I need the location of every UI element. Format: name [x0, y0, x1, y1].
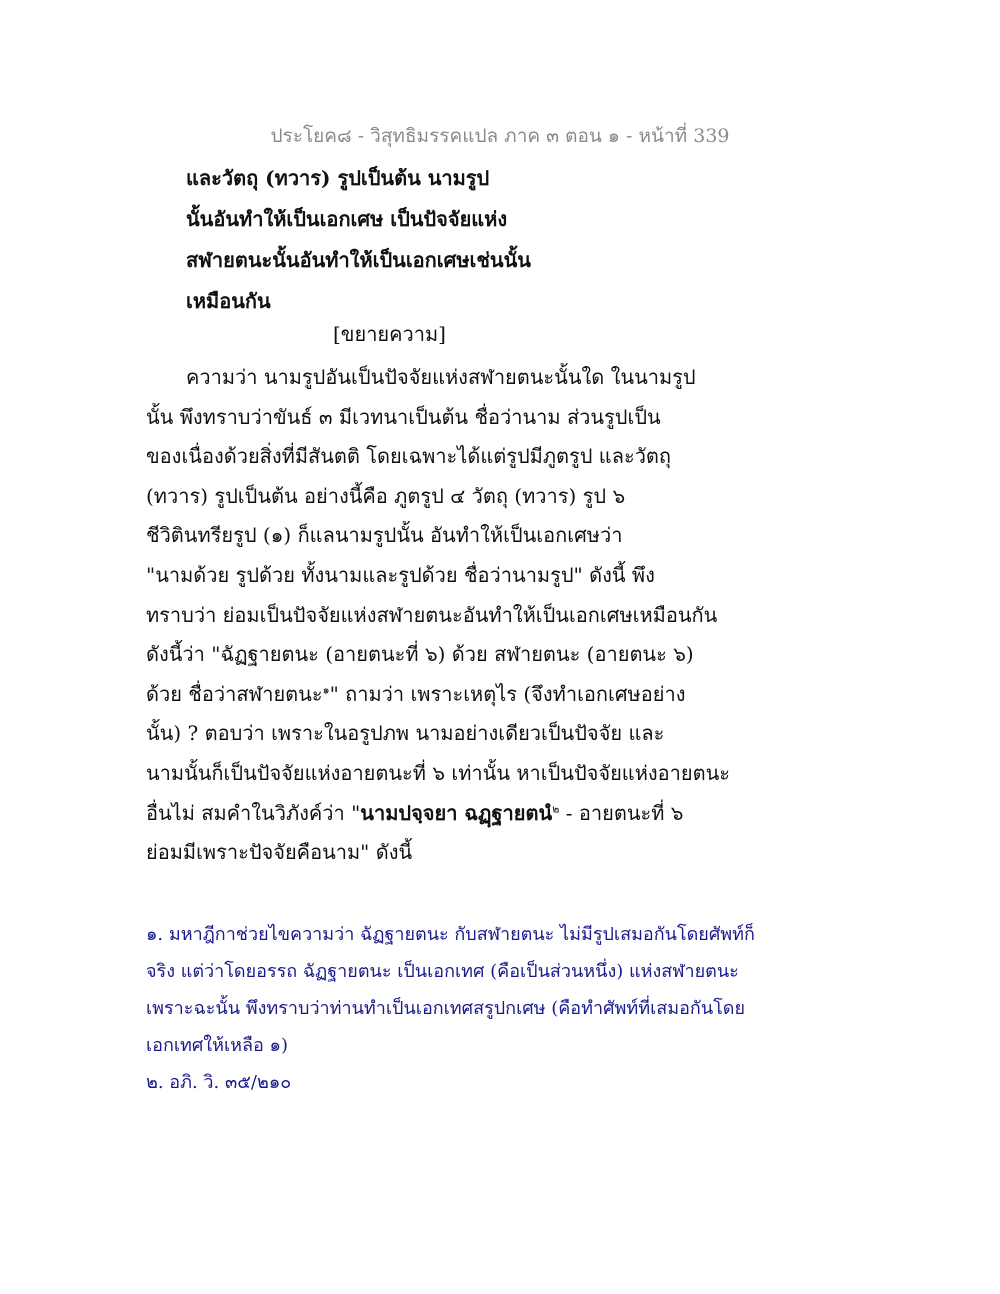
- body-line: ความว่า นามรูปอันเป็นปัจจัยแห่งสฬายตนะนั้นใด ในนามรูป: [186, 365, 696, 389]
- footnote-line: เพราะฉะนั้น พึงทราบว่าท่านทำเป็นเอกเทศสรูปกเศษ (คือทำศัพท์ที่เสมอกันโดย: [146, 998, 746, 1019]
- verse-line: เหมือนกัน: [186, 289, 271, 313]
- body-line: นั้น พึงทราบว่าขันธ์ ๓ มีเวทนาเป็นต้น ชื่อว่านาม ส่วนรูปเป็น: [146, 404, 661, 429]
- body-text-span: " ถามว่า เพราะเหตุไร (จึงทำเอกเศษอย่าง: [329, 681, 686, 706]
- body-line: [146, 675, 866, 715]
- footnote-ref-2: ๒: [552, 801, 560, 815]
- body-text-span: อื่นไม่ สมคำในวิภังค์ว่า ": [146, 800, 361, 825]
- body-line: ชีวิตินทรียรูป (๑) ก็แลนามรูปนั้น อันทำให้เป็นเอกเศษว่า: [146, 523, 623, 548]
- verse-block: [186, 158, 531, 322]
- pali-quote: นามปจฺจยา ฉฏฺฐายตนํ: [360, 800, 553, 825]
- section-subheading: [ขยายความ]: [333, 322, 446, 346]
- body-line: "นามด้วย รูปด้วย ทั้งนามและรูปด้วย ชื่อว่านามรูป" ดังนี้ พึง: [146, 562, 655, 587]
- verse-line: นั้นอันทำให้เป็นเอกเศษ เป็นปัจจัยแห่ง: [186, 207, 508, 231]
- footnote-ref-1: ๑: [322, 683, 330, 697]
- body-line: นามนั้นก็เป็นปัจจัยแห่งอายตนะที่ ๖ เท่านั้น หาเป็นปัจจัยแห่งอายตนะ: [146, 760, 731, 785]
- running-head: ประโยค๘ - วิสุทธิมรรคแปล ภาค ๓ ตอน ๑ - หน้าที่ 339: [270, 125, 730, 147]
- footnotes: [146, 916, 866, 1101]
- footnote-line: เอกเทศให้เหลือ ๑): [146, 1035, 288, 1056]
- body-line: นั้น) ? ตอบว่า เพราะในอรูปภพ นามอย่างเดียวเป็นปัจจัย และ: [146, 721, 665, 746]
- footnote-line: จริง แต่ว่าโดยอรรถ ฉัฏฐายตนะ เป็นเอกเทศ (คือเป็นส่วนหนึ่ง) แห่งสฬายตนะ: [146, 961, 739, 982]
- body-paragraph: [146, 358, 866, 873]
- body-line: ดังนี้ว่า "ฉัฏฐายตนะ (อายตนะที่ ๖) ด้วย สฬายตนะ (อายตนะ ๖): [146, 642, 694, 667]
- footnote-line: ๑. มหาฎีกาช่วยไขความว่า ฉัฏฐายตนะ กับสฬายตนะ ไม่มีรูปเสมอกันโดยศัพท์ก็: [146, 924, 755, 945]
- footnote-line: ๒. อภิ. วิ. ๓๕/๒๑๐: [146, 1072, 292, 1093]
- body-line: (ทวาร) รูปเป็นต้น อย่างนี้คือ ภูตรูป ๔ วัตถุ (ทวาร) รูป ๖: [146, 483, 626, 508]
- verse-line: สฬายตนะนั้นอันทำให้เป็นเอกเศษเช่นนั้น: [186, 248, 531, 272]
- body-text-span: - อายตนะที่ ๖: [559, 800, 684, 825]
- body-text-span: ด้วย ชื่อว่าสฬายตนะ: [146, 681, 323, 706]
- verse-line: และวัตถุ (ทวาร) รูปเป็นต้น นามรูป: [186, 166, 490, 190]
- body-line: ทราบว่า ย่อมเป็นปัจจัยแห่งสฬายตนะอันทำให้เป็นเอกเศษเหมือนกัน: [146, 602, 718, 627]
- body-line: ย่อมมีเพราะปัจจัยคือนาม" ดังนี้: [146, 840, 413, 865]
- body-line: ของเนื่องด้วยสิ่งที่มีสันตติ โดยเฉพาะได้แต่รูปมีภูตรูป และวัตถุ: [146, 444, 672, 469]
- body-line: [146, 794, 866, 834]
